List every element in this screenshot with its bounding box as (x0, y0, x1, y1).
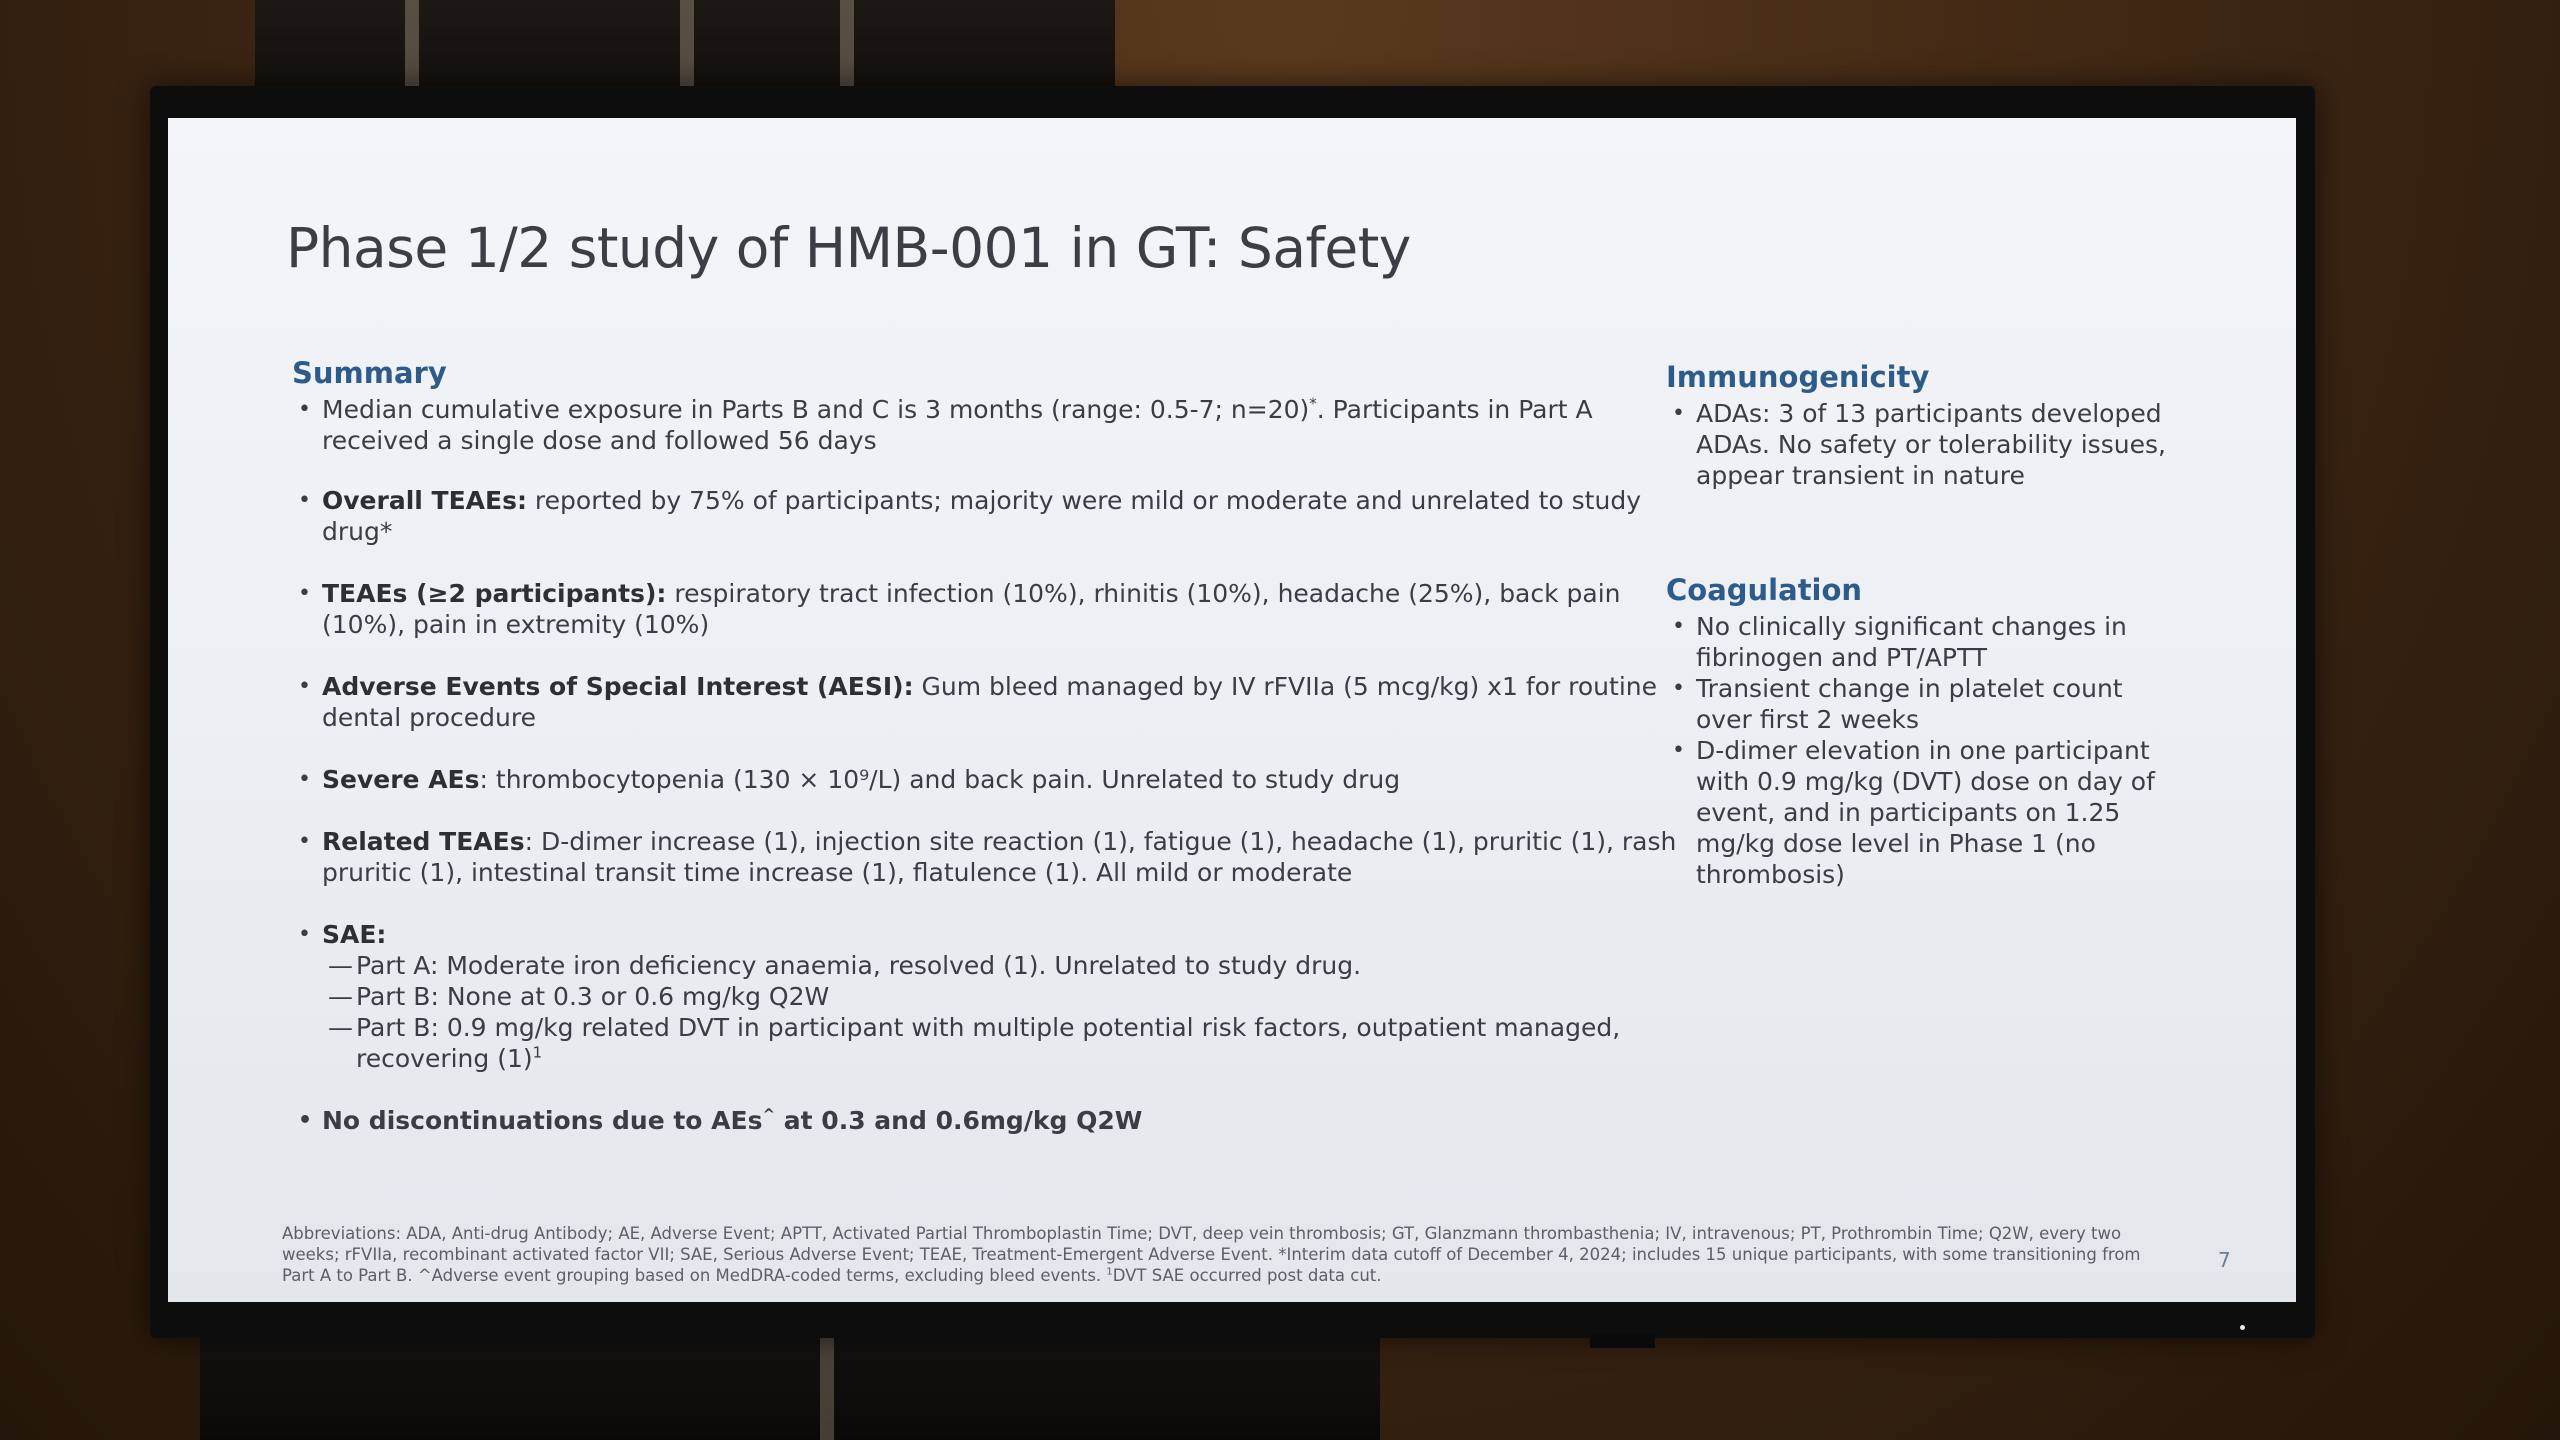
footnote-marker: * (1309, 394, 1317, 413)
summary-bullet-teaes-2plus (292, 578, 1682, 640)
bullet-text: respiratory tract infection (10%), rhinitis (10%), headache (25%), back pain (10%), pain in extremity (10%) (322, 579, 1621, 639)
footnote-text: DVT SAE occurred post data cut. (1112, 1266, 1382, 1285)
bullet-text: reported by 75% of participants; majority were mild or moderate and unrelated to study drug* (322, 486, 1641, 546)
summary-bullet-aesi (292, 671, 1682, 733)
summary-column (292, 356, 1682, 1167)
summary-bullet-related-teaes (292, 826, 1682, 888)
bullet-text: : thrombocytopenia (130 × 10⁹/L) and back pain. Unrelated to study drug (479, 765, 1401, 794)
footnote-marker: 1 (532, 1043, 543, 1062)
sae-subitem (328, 1012, 1682, 1074)
immunogenicity-bullet: • ADAs: 3 of 13 participants developed ADAs. No safety or tolerability issues, appear transient in nature (1666, 398, 2186, 491)
coagulation-bullet: • No clinically significant changes in fibrinogen and PT/APTT (1666, 611, 2186, 673)
bullet-lead: Overall TEAEs: (322, 486, 527, 515)
bullet-lead: Severe AEs (322, 765, 480, 794)
bullet-lead: SAE: (322, 920, 387, 949)
footnote-marker: ^ (762, 1105, 776, 1124)
sae-subitem: — Part A: Moderate iron deficiency anaemia, resolved (1). Unrelated to study drug. (328, 950, 1682, 981)
coagulation-heading: Coagulation (1666, 573, 1863, 607)
summary-heading: Summary (292, 356, 447, 390)
bullet-lead: TEAEs (≥2 participants): (322, 579, 667, 608)
tv-stand (200, 1330, 1380, 1440)
bullet-text: Median cumulative exposure in Parts B and C is 3 months (range: 0.5-7; n=20) (322, 395, 1310, 424)
summary-bullet-overall-teaes (292, 485, 1682, 547)
bullet-text: Gum bleed managed by IV rFVIIa (5 mcg/kg) x1 for routine dental procedure (322, 672, 1657, 732)
slide-screen (168, 118, 2296, 1302)
bullet-text: No discontinuations due to AEs (322, 1106, 763, 1135)
bullet-text: . Participants in Part A received a single dose and followed 56 days (322, 395, 1593, 455)
summary-list (292, 394, 1682, 1136)
immunogenicity-heading: Immunogenicity (1666, 360, 1930, 394)
sae-sublist (322, 950, 1682, 1074)
summary-bullet-no-discontinuations (292, 1105, 1682, 1136)
summary-bullet-severe-aes (292, 764, 1682, 795)
bullet-text: : D-dimer increase (1), injection site reaction (1), fatigue (1), headache (1), pruritic (1), rash pruritic (1), intestinal transit time increase (1), flatulence (1). All mild or moderate (322, 827, 1677, 887)
sae-subitem: — Part B: None at 0.3 or 0.6 mg/kg Q2W (328, 981, 1682, 1012)
footnote-text: Abbreviations: ADA, Anti-drug Antibody; AE, Adverse Event; APTT, Activated Partial Thromboplastin Time; DVT, deep vein thrombosis; GT, Glanzmann thrombasthenia; IV, intravenous; PT, Prothrombin Time; Q2W, every two weeks; rFVIIa, recombinant activated factor VII; SAE, Serious Adverse Event; TEAE, Treatment-Emergent Adverse Event. *Interim data cutoff of December 4, 2024; includes 15 unique participants, with some transitioning from Part A to Part B. ^Adverse event grouping based on MedDRA-coded terms, excluding bleed events. (282, 1224, 2141, 1285)
tv-foot (1590, 1334, 1655, 1348)
tv-power-led (2240, 1325, 2245, 1330)
side-column (1666, 360, 2186, 890)
page-number: 7 (2218, 1248, 2231, 1272)
immunogenicity-list (1666, 398, 2186, 491)
coagulation-bullet: • Transient change in platelet count over first 2 weeks (1666, 673, 2186, 735)
abbreviations-footnote (282, 1223, 2172, 1286)
slide-title: Phase 1/2 study of HMB-001 in GT: Safety (286, 216, 1411, 280)
summary-bullet-sae (292, 919, 1682, 1074)
coagulation-bullet: • D-dimer elevation in one participant with 0.9 mg/kg (DVT) dose on day of event, and in participants on 1.25 mg/kg dose level in Phase 1 (no thrombosis) (1666, 735, 2186, 890)
footnote-marker: 1 (1106, 1266, 1113, 1278)
section-spacer (1666, 491, 2186, 573)
sae-subitem-text: Part B: 0.9 mg/kg related DVT in participant with multiple potential risk factors, outpatient managed, recovering (1) (356, 1013, 1621, 1073)
stand-seam (820, 1330, 834, 1440)
bullet-text: at 0.3 and 0.6mg/kg Q2W (775, 1106, 1143, 1135)
bullet-lead: Related TEAEs (322, 827, 525, 856)
coagulation-list (1666, 611, 2186, 890)
summary-bullet-exposure (292, 394, 1682, 456)
bullet-lead: Adverse Events of Special Interest (AESI): (322, 672, 914, 701)
